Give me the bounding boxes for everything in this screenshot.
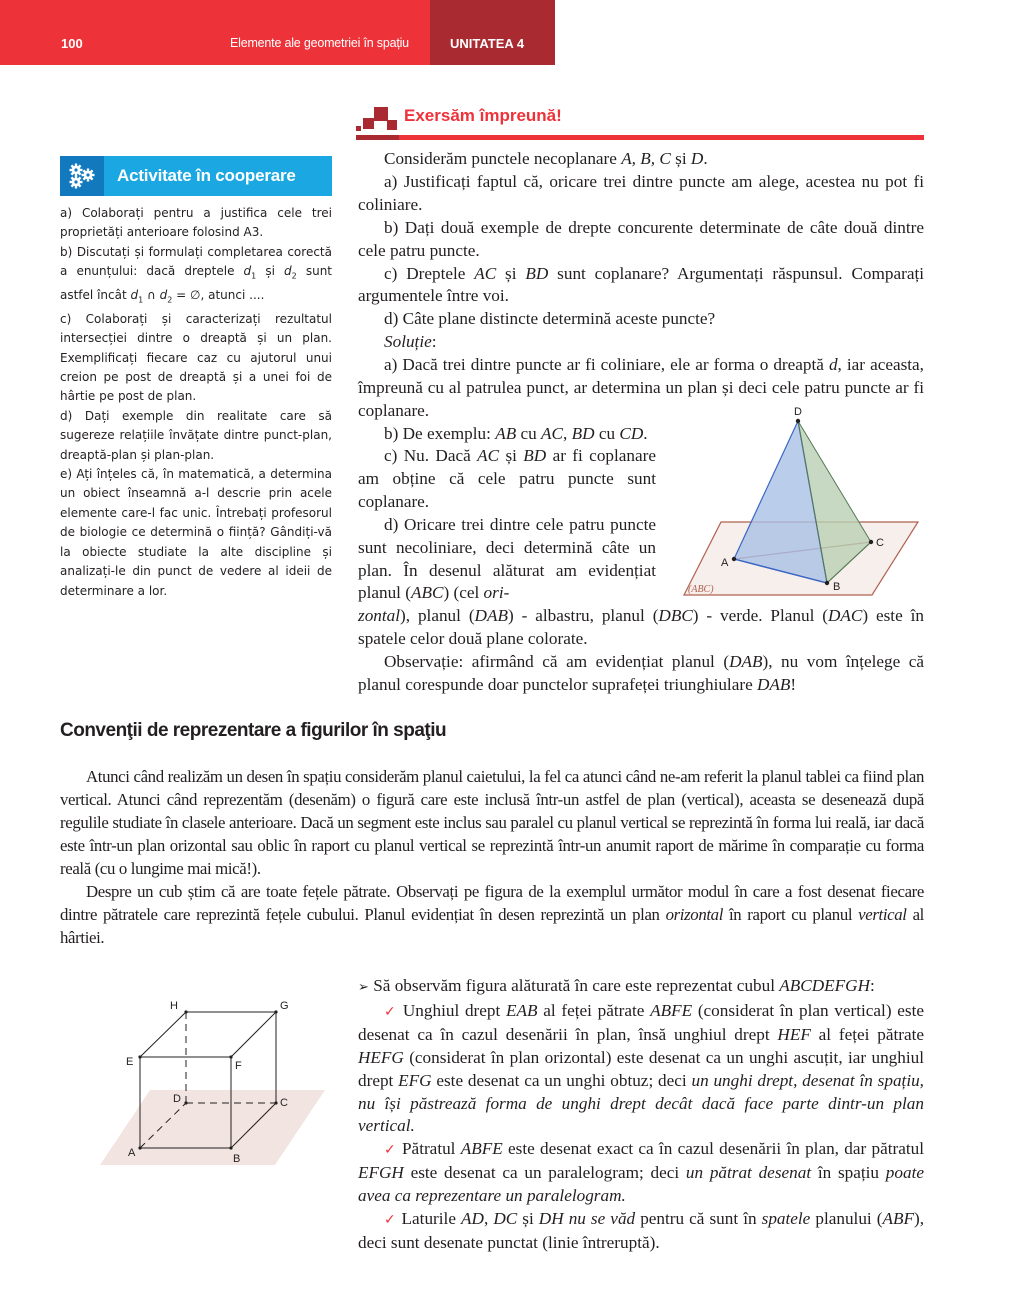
label-e: E — [126, 1056, 134, 1068]
activity-title: Activitate în cooperare — [117, 166, 296, 185]
label-plane-abc: (ABC) — [688, 584, 714, 595]
section-paragraph-1: Atunci când realizăm un desen în spațiu considerăm planul caietului, la fel ca atunci când ne-am referit la planul tablei ca fiind plan vertical. Atunci când reprezentăm (desenăm) o figură care este inclusă într-un astfel de plan (vertical), aceasta se desenează după regulile studiate în clasele anterioare. Dacă un segment este inclus sau paralel cu planul vertical se reprezintă în forma lui reală, iar dacă este într-un plan orizontal sau oblic în raport cu planul vertical se reprezintă într-un anumit raport de mărime în comparație cu forma reală (cu o lungime mai mică!). — [60, 767, 924, 878]
edge-eh — [140, 1012, 186, 1057]
label-a: A — [128, 1147, 136, 1159]
exercise-rule-accent — [356, 135, 399, 140]
observation: Observație: afirmând că am evidențiat planul (DAB), nu vom înțelege că planul corespunde doar punctelor suprafeței triunghiulare DAB! — [358, 651, 925, 694]
label-c: C — [280, 1097, 288, 1109]
solution-d-part2: zontal), planul (DAB) - albastru, planul (DBC) - verde. Planul (DAC) este în spatele celor două plane colorate. — [358, 606, 924, 648]
point-b — [825, 581, 829, 585]
cube-point-3: ✓ Laturile AD, DC și DH nu se văd pentru că sunt în spatele planului (ABF), deci sunt desenate punctat (linie întreruptă). — [358, 1209, 925, 1252]
arrow-bullet-icon: ➢ — [358, 980, 369, 995]
checkmark-icon: ✓ — [384, 1212, 397, 1229]
unit-band — [430, 0, 555, 65]
question-d: d) Câte plane distincte determină aceste puncte? — [384, 309, 716, 329]
exercise-header — [356, 100, 924, 142]
label-f: F — [235, 1060, 242, 1072]
activity-item-c: c) Colaborați și caracterizați rezultatul intersecției dintre o dreaptă și un plan. Exemplificați fiecare caz cu ajutorul unui creion pe post de dreaptă și a unei foi de hârtie pe post de plan. — [60, 311, 332, 404]
section-paragraph-2: Despre un cub știm că are toate fețele pătrate. Observați pe figura de la exemplul următor modul în care a fost desenat fiecare dintre pătratele care reprezintă fețele cubului. Planul evidențiat în desen reprezintă un plan orizontal în raport cu planul vertical al hârtiei. — [60, 882, 924, 947]
solution-continued — [358, 605, 924, 697]
gears-icon — [60, 156, 104, 196]
chapter-title: Elemente ale geometriei în spațiu — [230, 36, 409, 50]
activity-item-a: a) Colaborați pentru a justifica cele trei proprietăți anterioare folosind A3. — [60, 206, 332, 240]
solution-b: b) De exemplu: AB cu AC, BD cu CD. — [384, 423, 648, 443]
label-b: B — [233, 1153, 241, 1165]
tetrahedron-figure — [676, 400, 934, 600]
checkmark-icon: ✓ — [384, 1003, 398, 1020]
cube-point-2: ✓ Pătratul ABFE este desenat exact ca în cazul desenării în plan, dar pătratul EFGH este desenat ca un paralelogram; deci un pătrat desenat în spațiu poate avea ca reprezentare un paralelogram. — [358, 1139, 924, 1206]
activity-header — [60, 156, 332, 196]
label-g: G — [280, 1000, 289, 1012]
cube-explanation — [358, 975, 924, 1255]
solution-d-part1: d) Oricare trei dintre cele patru puncte sunt necoliniare, deci determină câte un plan. În desenul alăturat am evidențiat planul (ABC) (cel ori- — [358, 514, 656, 603]
cube-intro: ➢ Să observăm figura alăturată în care este reprezentat cubul ABCDEFGH: — [358, 976, 875, 995]
page-number: 100 — [61, 36, 83, 51]
section-title: Convenţii de reprezentare a figurilor în spaţiu — [60, 720, 447, 741]
solution-c: c) Nu. Dacă AC și BD ar fi coplanare am obține că cele patru puncte sunt coplanare. — [358, 446, 656, 511]
cube-point-1: ✓ Unghiul drept EAB al feței pătrate ABFE (considerat în plan vertical) este desenat ca în cazul desenării în plan, însă unghiul drept HEF al feței pătrate HEFG (considerat în plan orizontal) este desenat ca un unghi ascuțit, iar unghiul drept EFG este desenat ca un unghi obtuz; deci un unghi drept, desenat în spațiu, nu își păstrează forma de unghi drept decât dacă face parte dintr-un plan vertical. — [358, 1000, 924, 1136]
section-body — [60, 765, 924, 949]
point-c — [869, 540, 873, 544]
page-header — [0, 0, 555, 65]
question-a: a) Justificați faptul că, oricare trei dintre puncte am alege, acestea nu pot fi coliniare. — [358, 171, 924, 214]
label-b: B — [833, 581, 841, 593]
label-c: C — [876, 537, 884, 549]
point-a — [732, 557, 736, 561]
exercise-title: Exersăm împreună! — [404, 106, 562, 125]
question-b: b) Dați două exemple de drepte concurente determinate de câte două dintre cele patru puncte. — [358, 217, 924, 260]
activity-item-b: b) Discutați și formulați completarea corectă a enunțului: dacă dreptele $d_1$ și $d_2$ sunt astfel încât $d_1$ ∩ $d_2$ = ∅, atunci .... — [60, 244, 333, 305]
label-d: D — [794, 406, 802, 418]
solution-narrow — [358, 445, 656, 605]
label-a: A — [721, 557, 729, 569]
exercise-intro: Considerăm punctele necoplanare A, B, C și D. — [384, 149, 708, 168]
solution-a: a) Dacă trei dintre puncte ar fi coliniare, ele ar forma o dreaptă d, iar aceasta, împreună cu al patrulea punct, ar determina un plan și deci cele patru puncte ar fi coplanare. — [358, 355, 924, 420]
label-h: H — [170, 1000, 178, 1012]
activity-body — [60, 204, 332, 601]
question-c: c) Dreptele AC și BD sunt coplanare? Argumentați răspunsul. Comparați argumentele între voi. — [358, 263, 924, 306]
point-d — [796, 419, 800, 423]
checkmark-icon: ✓ — [384, 1142, 397, 1159]
unit-label: UNITATEA 4 — [450, 36, 525, 51]
solution-label: Soluție: — [384, 332, 437, 352]
label-d: D — [173, 1093, 181, 1105]
activity-item-e: e) Ați înțeles că, în matematică, a determina un obiect înseamnă a-l descrie prin acele elemente care-l fac unic. Întrebați profesorul de biologie ce determină o ființă? Gândiți-vă la obiecte studiate la alte discipline și analizați-le din punct de vedere al ideii de determinare a lor. — [60, 467, 332, 598]
cube-figure — [100, 990, 340, 1170]
edge-gf — [231, 1012, 276, 1057]
exercise-rule — [356, 135, 924, 140]
activity-item-d: d) Dați exemple din realitate care să sugereze relațiile învățate dintre punct-plan, dreaptă-plan și plan-plan. — [60, 408, 332, 462]
